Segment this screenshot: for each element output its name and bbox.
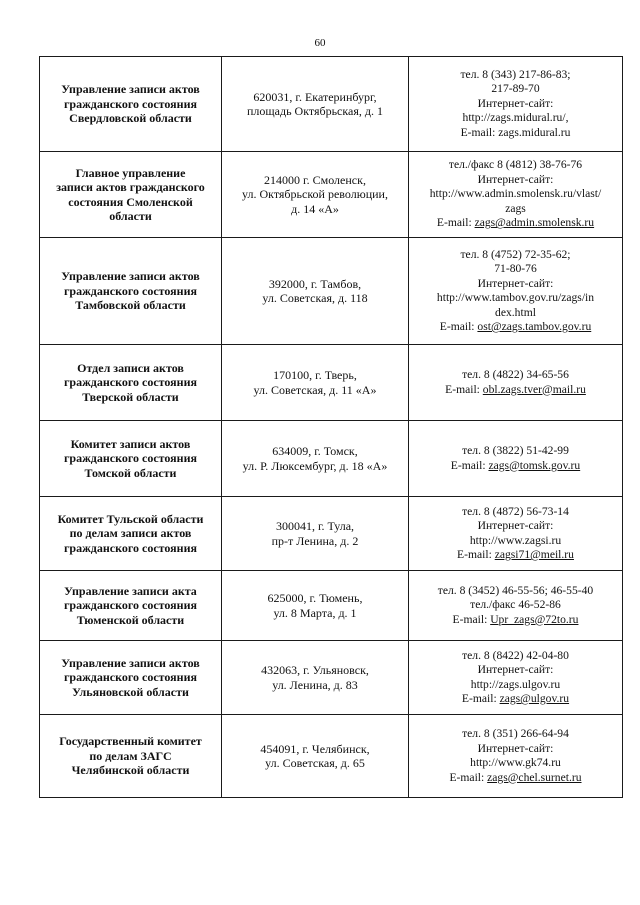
- agency-name-line: гражданского состояния: [63, 451, 197, 466]
- contact-text: Интернет-сайт:: [477, 276, 554, 290]
- contact-text: E-mail:: [452, 612, 491, 626]
- contact-text: 71-80-76: [494, 262, 537, 275]
- contact-line: [412, 459, 619, 474]
- address-line: 170100, г. Тверь,: [273, 368, 357, 382]
- page-number: 60: [314, 37, 326, 49]
- agency-name-line: по делам ЗАГС: [89, 748, 172, 763]
- contact-line: [412, 368, 619, 383]
- table-row: [40, 152, 623, 238]
- agency-name-line: Главное управление: [75, 165, 186, 180]
- contact-text: http://www.admin.smolensk.ru/vlast/: [429, 187, 602, 201]
- contacts-cell: [409, 497, 623, 571]
- contact-text: E-mail:: [461, 692, 500, 705]
- contact-text: Интернет-сайт:: [477, 96, 554, 110]
- contact-line: [412, 584, 619, 599]
- contact-line: [412, 306, 619, 321]
- contact-text: http://www.tambov.gov.ru/zags/in: [436, 291, 595, 304]
- contact-text: zags: [505, 201, 526, 215]
- contact-line: [412, 262, 619, 277]
- contact-text: http://www.zagsi.ru: [469, 533, 562, 547]
- address-line: ул. Ленина, д. 83: [272, 677, 358, 692]
- contact-line: [412, 692, 619, 707]
- table-row: [40, 641, 623, 715]
- table-row: [40, 238, 623, 345]
- contact-line: [412, 202, 619, 217]
- contact-text: Интернет-сайт:: [477, 741, 554, 755]
- email-link[interactable]: Upr_zags@72to.ru: [490, 612, 579, 626]
- agency-name-line: Челябинской области: [71, 763, 190, 778]
- agency-name-line: гражданского состояния: [63, 96, 197, 111]
- contact-text: Интернет-сайт:: [477, 519, 554, 532]
- address-cell: [222, 345, 409, 421]
- contact-text: E-mail:: [439, 320, 478, 333]
- contact-text: тел. 8 (8422) 42-04-80: [462, 648, 569, 662]
- agency-name-cell: [40, 497, 222, 571]
- agency-name-cell: [40, 238, 222, 345]
- contact-text: тел./факс 46-52-86: [470, 598, 561, 612]
- agency-name-line: области: [109, 209, 152, 223]
- address-cell: [222, 641, 409, 715]
- address-cell: [222, 238, 409, 345]
- address-line: 432063, г. Ульяновск,: [261, 663, 369, 677]
- contact-text: E-mail:: [445, 382, 483, 396]
- agency-name-cell: [40, 57, 222, 152]
- contact-line: [412, 613, 619, 628]
- contact-text: E-mail:: [457, 548, 495, 561]
- contact-line: [412, 291, 619, 306]
- contact-line: [412, 505, 619, 520]
- contacts-cell: [409, 152, 623, 238]
- address-cell: [222, 152, 409, 238]
- agency-name-line: Томской области: [84, 465, 177, 480]
- contact-text: тел. 8 (4872) 56-73-14: [462, 504, 569, 518]
- contact-line: [412, 277, 619, 292]
- address-line: ул. Октябрьской революции,: [242, 187, 388, 202]
- contact-line: [412, 97, 619, 112]
- agency-name-cell: [40, 152, 222, 238]
- contacts-cell: [409, 238, 623, 345]
- contact-line: [412, 126, 619, 141]
- email-link[interactable]: ost@zags.tambov.gov.ru: [477, 320, 592, 333]
- contact-text: тел./факс 8 (4812) 38-76-76: [448, 158, 583, 172]
- address-line: 454091, г. Челябинск,: [260, 741, 370, 756]
- email-link[interactable]: zagsi71@meil.ru: [494, 548, 574, 561]
- address-line: 392000, г. Тамбов,: [268, 276, 362, 291]
- contact-text: Интернет-сайт:: [477, 172, 554, 186]
- agency-name-line: Комитет записи актов: [70, 436, 191, 451]
- table-row: [40, 57, 623, 152]
- contacts-cell: [409, 421, 623, 497]
- address-line: ул. Советская, д. 11 «А»: [253, 382, 377, 397]
- contact-text: dex.html: [495, 305, 536, 319]
- contact-text: http://zags.ulgov.ru: [470, 677, 561, 691]
- contact-text: тел. 8 (351) 266-64-94: [462, 727, 569, 740]
- contact-line: [412, 534, 619, 549]
- agency-name-line: состояния Смоленской: [68, 194, 193, 209]
- agency-name-line: Тверской области: [82, 389, 179, 404]
- contact-line: [412, 519, 619, 534]
- contact-text: тел. 8 (3452) 46-55-56; 46-55-40: [437, 583, 594, 597]
- address-line: ул. Советская, д. 118: [262, 291, 368, 305]
- contacts-cell: [409, 571, 623, 641]
- agency-name-line: Управление записи актов: [61, 269, 200, 284]
- agency-name-line: Управление записи акта: [64, 583, 197, 598]
- contacts-cell: [409, 345, 623, 421]
- agency-name-line: Комитет Тульской области: [57, 511, 204, 526]
- contact-line: [412, 771, 619, 786]
- address-line: ул. Советская, д. 65: [265, 756, 365, 770]
- email-link[interactable]: zags@tomsk.gov.ru: [488, 458, 581, 472]
- address-line: д. 14 «А»: [291, 201, 339, 216]
- agency-name-line: Управление записи актов: [61, 82, 200, 97]
- email-link[interactable]: zags@ulgov.ru: [499, 692, 570, 705]
- agency-name-line: Ульяновской области: [72, 684, 189, 699]
- contacts-cell: [409, 641, 623, 715]
- address-cell: [222, 497, 409, 571]
- address-line: 634009, г. Томск,: [272, 444, 358, 458]
- agency-name-line: гражданского состояния: [63, 283, 197, 298]
- address-line: пр-т Ленина, д. 2: [271, 533, 359, 548]
- contact-text: E-mail:: [436, 216, 475, 230]
- contact-line: [412, 548, 619, 563]
- agency-name-line: гражданского состояния: [63, 598, 197, 613]
- email-link[interactable]: zags@chel.surnet.ru: [487, 770, 582, 784]
- agency-name-line: Свердловской области: [69, 111, 192, 126]
- contact-line: [412, 598, 619, 613]
- contacts-cell: [409, 57, 623, 152]
- agency-name-cell: [40, 571, 222, 641]
- agency-name-line: гражданского состояния: [63, 670, 197, 685]
- address-line: 625000, г. Тюмень,: [267, 591, 363, 605]
- address-line: ул. 8 Марта, д. 1: [273, 605, 357, 620]
- contact-line: [412, 173, 619, 188]
- registry-table: [39, 56, 623, 798]
- contact-line: [412, 678, 619, 693]
- contact-line: [412, 383, 619, 398]
- address-cell: [222, 715, 409, 798]
- contact-line: [412, 187, 619, 202]
- contact-line: [412, 82, 619, 97]
- agency-name-line: записи актов гражданского: [56, 180, 205, 194]
- table-row: [40, 571, 623, 641]
- agency-name-line: Тюменской области: [76, 612, 185, 627]
- table-row: [40, 497, 623, 571]
- contact-line: [412, 158, 619, 173]
- address-cell: [222, 571, 409, 641]
- table-row: [40, 421, 623, 497]
- agency-name-line: Тамбовской области: [75, 298, 186, 313]
- address-cell: [222, 57, 409, 152]
- contact-line: [412, 649, 619, 664]
- contact-text: тел. 8 (3822) 51-42-99: [462, 444, 569, 457]
- address-line: ул. Р. Люксембург, д. 18 «А»: [242, 458, 388, 473]
- address-line: 300041, г. Тула,: [275, 519, 355, 533]
- agency-name-cell: [40, 421, 222, 497]
- contact-text: http://www.gk74.ru: [470, 756, 561, 769]
- email-link[interactable]: zags@admin.smolensk.ru: [474, 216, 595, 230]
- agency-name-cell: [40, 715, 222, 798]
- contact-text: E-mail: zags.midural.ru: [460, 125, 571, 139]
- agency-name-cell: [40, 641, 222, 715]
- contacts-cell: [409, 715, 623, 798]
- contact-text: тел. 8 (343) 217-86-83;: [460, 67, 571, 81]
- contact-line: [412, 216, 619, 231]
- contact-line: [412, 663, 619, 678]
- contact-text: E-mail:: [449, 770, 488, 784]
- contact-text: Интернет-сайт:: [477, 663, 554, 676]
- agency-name-cell: [40, 345, 222, 421]
- email-link[interactable]: obl.zags.tver@mail.ru: [482, 382, 586, 396]
- address-cell: [222, 421, 409, 497]
- contact-text: тел. 8 (4822) 34-65-56: [462, 368, 569, 381]
- address-line: 214000 г. Смоленск,: [264, 172, 366, 187]
- address-line: площадь Октябрьская, д. 1: [246, 104, 383, 118]
- agency-name-line: Управление записи актов: [61, 655, 200, 670]
- contact-text: 217-89-70: [491, 82, 540, 96]
- contact-line: [412, 111, 619, 126]
- contact-text: тел. 8 (4752) 72-35-62;: [460, 247, 571, 261]
- contact-line: [412, 742, 619, 757]
- table-row: [40, 715, 623, 798]
- agency-name-line: Государственный комитет: [59, 734, 202, 749]
- address-line: 620031, г. Екатеринбург,: [253, 89, 377, 104]
- contact-line: [412, 68, 619, 83]
- contact-line: [412, 444, 619, 459]
- agency-name-line: Отдел записи актов: [77, 360, 184, 375]
- agency-name-line: гражданского состояния: [63, 375, 197, 390]
- table-row: [40, 345, 623, 421]
- agency-name-line: гражданского состояния: [63, 540, 197, 555]
- contact-line: [412, 248, 619, 263]
- contact-line: [412, 320, 619, 335]
- registry-table-body: [40, 57, 623, 798]
- agency-name-line: по делам записи актов: [69, 526, 192, 541]
- contact-line: [412, 756, 619, 771]
- contact-text: E-mail:: [450, 458, 489, 472]
- contact-line: [412, 727, 619, 742]
- contact-text: http://zags.midural.ru/,: [462, 111, 569, 125]
